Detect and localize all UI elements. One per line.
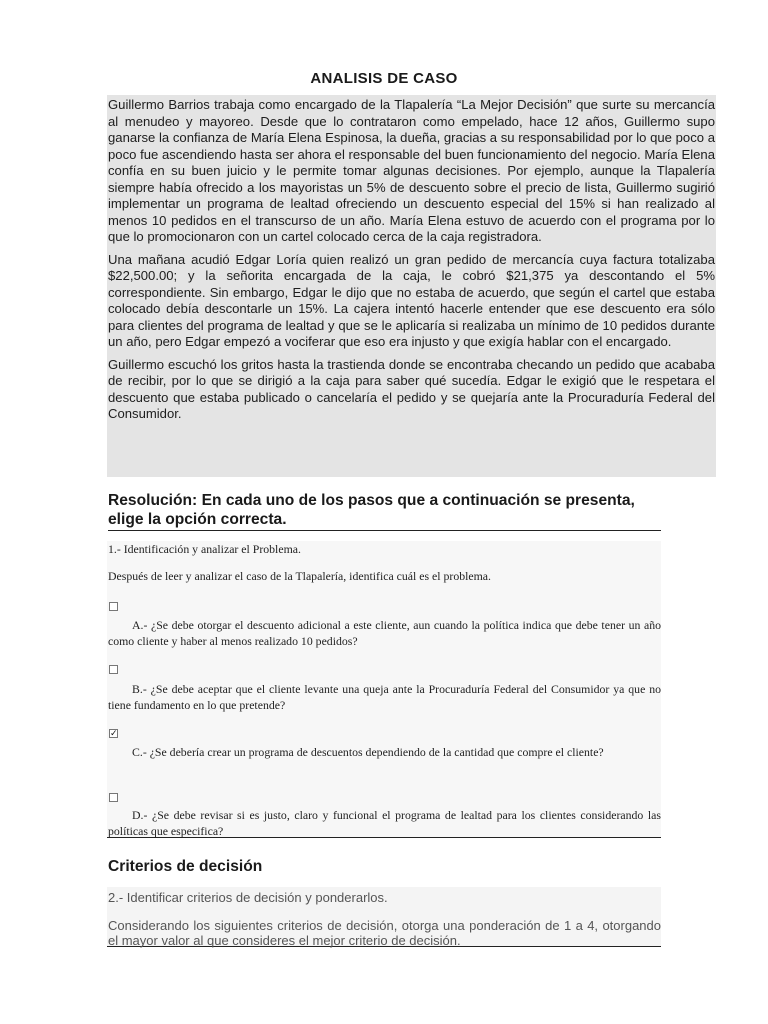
option-d-checkbox[interactable] (109, 793, 118, 802)
case-paragraph-3: Guillermo escuchó los gritos hasta la trastienda donde se encontraba checando un pedido que acababa de recibir, por lo que se dirigió a la caja para saber qué sucedía. Edgar le exigió que le respetara el descuento que estaba publicado o cancelaría el pedido y se quejaría ante la Procuraduría Federal del Consumidor. (108, 356, 715, 421)
case-paragraph-2: Una mañana acudió Edgar Loría quien realizó un gran pedido de mercancía cuya factura totalizaba $22,500.00; y la señorita encargada de la caja, le cobró $21,375 ya descontando el 5% correspondiente. Sin embargo, Edgar le dijo que no estaba de acuerdo, que según el cartel que estaba colocado debía descontarle un 15%. La cajera intentó hacerle entender que ese descuento era sólo para clientes del programa de lealtad y que se le aplicaría si realizaba un mínimo de 10 pedidos durante un año, pero Edgar empezó a vociferar que eso era injusto y que exigía hablar con el encargado. (108, 251, 715, 349)
option-d-text: D.- ¿Se debe revisar si es justo, claro y funcional el programa de lealtad para los clientes considerando las políticas que especifica? (108, 808, 661, 838)
step1-instruction: Después de leer y analizar el caso de la Tlapalería, identifica cuál es el problema. (108, 569, 491, 583)
step2-instruction: Considerando los siguientes criterios de decisión, otorga una ponderación de 1 a 4, otorgando el mayor valor al que consideres el mejor criterio de decisión. (108, 918, 661, 948)
option-a-checkbox[interactable] (109, 602, 118, 611)
resolution-heading: Resolución: En cada uno de los pasos que a continuación se presenta, elige la opción correcta. (108, 491, 661, 531)
step2-box (107, 887, 661, 947)
case-paragraph-1: Guillermo Barrios trabaja como encargado de la Tlapalería “La Mejor Decisión” que surte su mercancía al menudeo y mayoreo. Desde que lo contrataron como empelado, hace 12 años, Guillermo supo ganarse la confianza de María Elena Espinosa, la dueña, gracias a su responsabilidad por lo que poco a poco fue ascendiendo hasta ser ahora el responsable del buen funcionamiento del negocio. María Elena confía en su buen juicio y le permite tomar algunas decisiones. Por ejemplo, aunque la Tlapalería siempre había ofrecido a los mayoristas un 5% de descuento sobre el precio de lista, Guillermo sugirió implementar un programa de lealtad ofreciendo un descuento especial del 15% si han realizado al menos 10 pedidos en el transcurso de un año. María Elena estuvo de acuerdo con el programa por lo que lo promocionaron con un cartel colocado cerca de la caja registradora. (108, 97, 715, 244)
step1-question-box (107, 541, 661, 838)
option-b-text: B.- ¿Se debe aceptar que el cliente levante una queja ante la Procuraduría Federal del Consumidor ya que no tiene fundamento en lo que pretende? (108, 682, 661, 712)
criteria-heading: Criterios de decisión (108, 858, 263, 875)
option-c-checkbox[interactable]: ✓ (110, 729, 118, 739)
option-b-checkbox[interactable] (109, 665, 118, 674)
step1-heading: 1.- Identificación y analizar el Problema. (108, 542, 301, 556)
case-text-box (107, 95, 716, 477)
option-a-text: A.- ¿Se debe otorgar el descuento adicional a este cliente, aun cuando la política indica que debe tener un año como cliente y haber al menos realizado 10 pedidos? (108, 618, 661, 648)
document-title: ANALISIS DE CASO (310, 70, 458, 87)
option-c-text: C.- ¿Se debería crear un programa de descuentos dependiendo de la cantidad que compre el cliente? (132, 745, 604, 759)
step2-heading: 2.- Identificar criterios de decisión y ponderarlos. (108, 890, 388, 905)
